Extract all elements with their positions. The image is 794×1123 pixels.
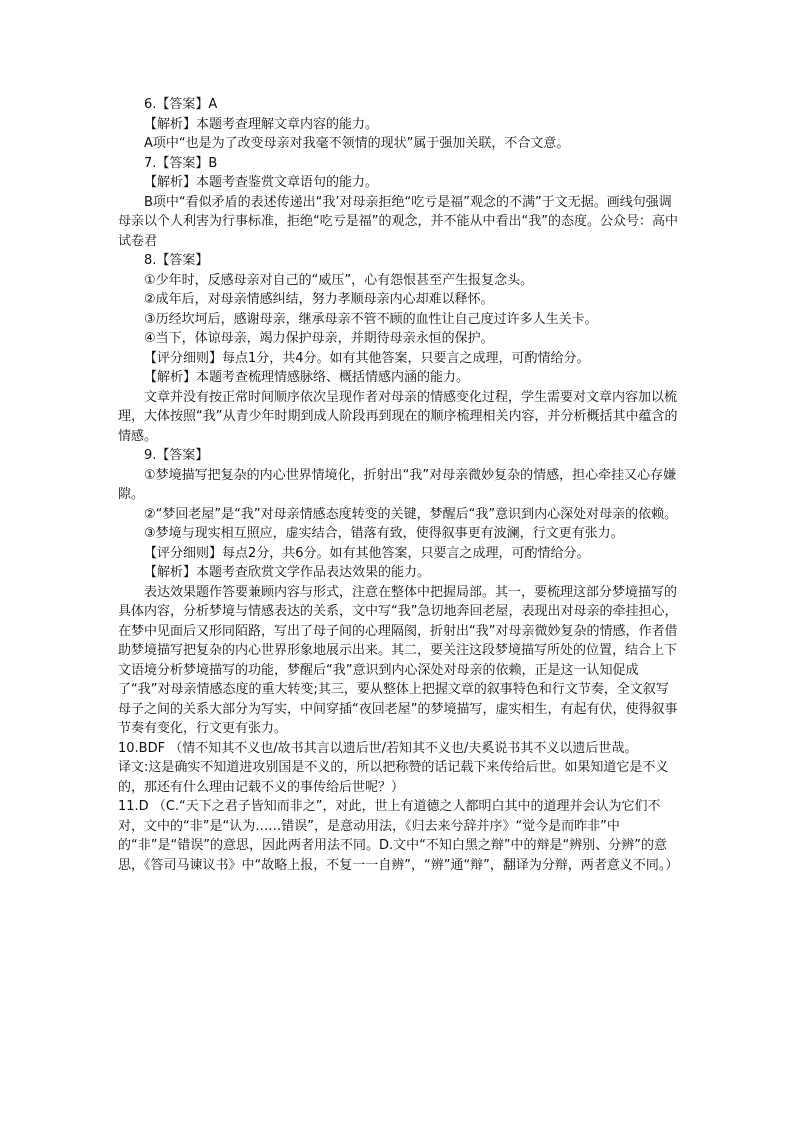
- q11-answer: 11.D （C.“天下之君子皆知而非之”，对此，世上有道德之人都明白其中的道理并会认为它们不对，文中的“非”是“认为……错误”，是意动用法，《归去来兮辞并序》“觉今是而昨非”中的“非”是“错误”的意思，因此两者用法不同。D.文中“不知白黑之辩”中的辩是“辨别、分辨”的意思，《答司马谏议书》中“故略上报，不复一一自辨”，“辨”通“辩”，翻译为分辩，两者意义不同。）: [118, 799, 679, 873]
- q8-point-1: ①少年时，反感母亲对自己的“威压”，心有怨恨甚至产生报复念头。: [144, 272, 534, 288]
- q7-detail: B项中“看似矛盾的表述传递出“我’对母亲拒绝“吃亏是福”观念的不满”于文无据。画线句强调母亲以个人利害为行事标准，拒绝“吃亏是福”的观念，并不能从中看出“我”的态度。公众号：高中试卷君: [118, 194, 678, 249]
- q6-answer: 6.【答案】A: [144, 97, 218, 112]
- q8-point-3: ③历经坎坷后，感谢母亲，继承母亲不管不顾的血性让自己度过许多人生关卡。: [144, 311, 598, 327]
- q8-analysis: 【解析】本题考查梳理情感脉络、概括情感内涵的能力。: [144, 370, 470, 385]
- q9-point-3: ③梦境与现实相互照应，虚实结合，错落有致，使得叙事更有波澜，行文更有张力。: [144, 526, 624, 541]
- q9-point-2: ②“梦回老屋”是“我”对母亲情感态度转变的关键，梦醒后“我”意识到内心深处对母亲的依赖。: [144, 506, 678, 522]
- q7-answer: 7.【答案】B: [144, 155, 218, 171]
- q8-detail: 文章并没有按正常时间顺序依次呈现作者对母亲的情感变化过程，学生需要对文章内容加以梳理，大体按照“我”从青少年时期到成人阶段再到现在的顺序梳理相关内容，并分析概括其中蕴含的情感。: [118, 389, 678, 444]
- q8-answer: 8.【答案】: [144, 253, 209, 268]
- q8-point-4: ④当下，体谅母亲，竭力保护母亲，并期待母亲永恒的保护。: [144, 331, 494, 346]
- q9-answer: 9.【答案】: [144, 448, 209, 463]
- q7-analysis: 【解析】本题考查鉴赏文章语句的能力。: [144, 175, 379, 190]
- q10-answer: 10.BDF （情不知其不义也/故书其言以遗后世/若知其不义也/夫奚说书其不义以遗后世哉。: [118, 740, 638, 756]
- answer-text: [118, 95, 678, 875]
- q6-detail: A项中“也是为了改变母亲对我毫不领情的现状”属于强加关联，不合文意。: [144, 136, 570, 151]
- q9-scoring: 【评分细则】每点2分，共6分。如有其他答案，只要言之成理，可酌情给分。: [144, 545, 590, 561]
- q6-analysis: 【解析】本题考查理解文章内容的能力。: [144, 116, 379, 132]
- q9-detail: 表达效果题作答要兼顾内容与形式，注意在整体中把握局部。其一，要梳理这部分梦境描写的具体内容，分析梦境与情感表达的关系，文中写“我”急切地奔回老屋，表现出对母亲的牵挂担心，在梦中见面后又形同陌路，写出了母子间的心理隔阂，折射出“我”对母亲微妙复杂的情感，作者借助梦境描写把复杂的内心世界形象地展示出来。其二，要关注这段梦境描写所处的位置，结合上下文语境分析梦境描写的功能，梦醒后“我”意识到内心深处对母亲的依赖，正是这一认知促成了“我”对母亲情感态度的重大转变;其三，要从整体上把握文章的叙事特色和行文节奏，全文叙写母子之间的关系大部分为写实，中间穿插“夜回老屋”的梦境描写，虚实相生，有起有伏，使得叙事节奏有变化，行文更有张力。: [118, 584, 678, 736]
- q9-point-1: ①梦境描写把复杂的内心世界情境化，折射出“我”对母亲微妙复杂的情感，担心牵挂又心存嫌隙。: [118, 467, 677, 502]
- q10-translation: 译文:这是确实不知道进攻别国是不义的，所以把称赞的话记载下来传给后世。如果知道它是不义的，那还有什么理由记载不义的事传给后世呢？）: [118, 760, 669, 795]
- q8-point-2: ②成年后，对母亲情感纠结，努力孝顺母亲内心却难以释怀。: [144, 292, 494, 307]
- q8-scoring: 【评分细则】每点1分，共4分。如有其他答案，只要言之成理，可酌情给分。: [144, 350, 590, 366]
- q9-analysis: 【解析】本题考查欣赏文学作品表达效果的能力。: [144, 565, 431, 580]
